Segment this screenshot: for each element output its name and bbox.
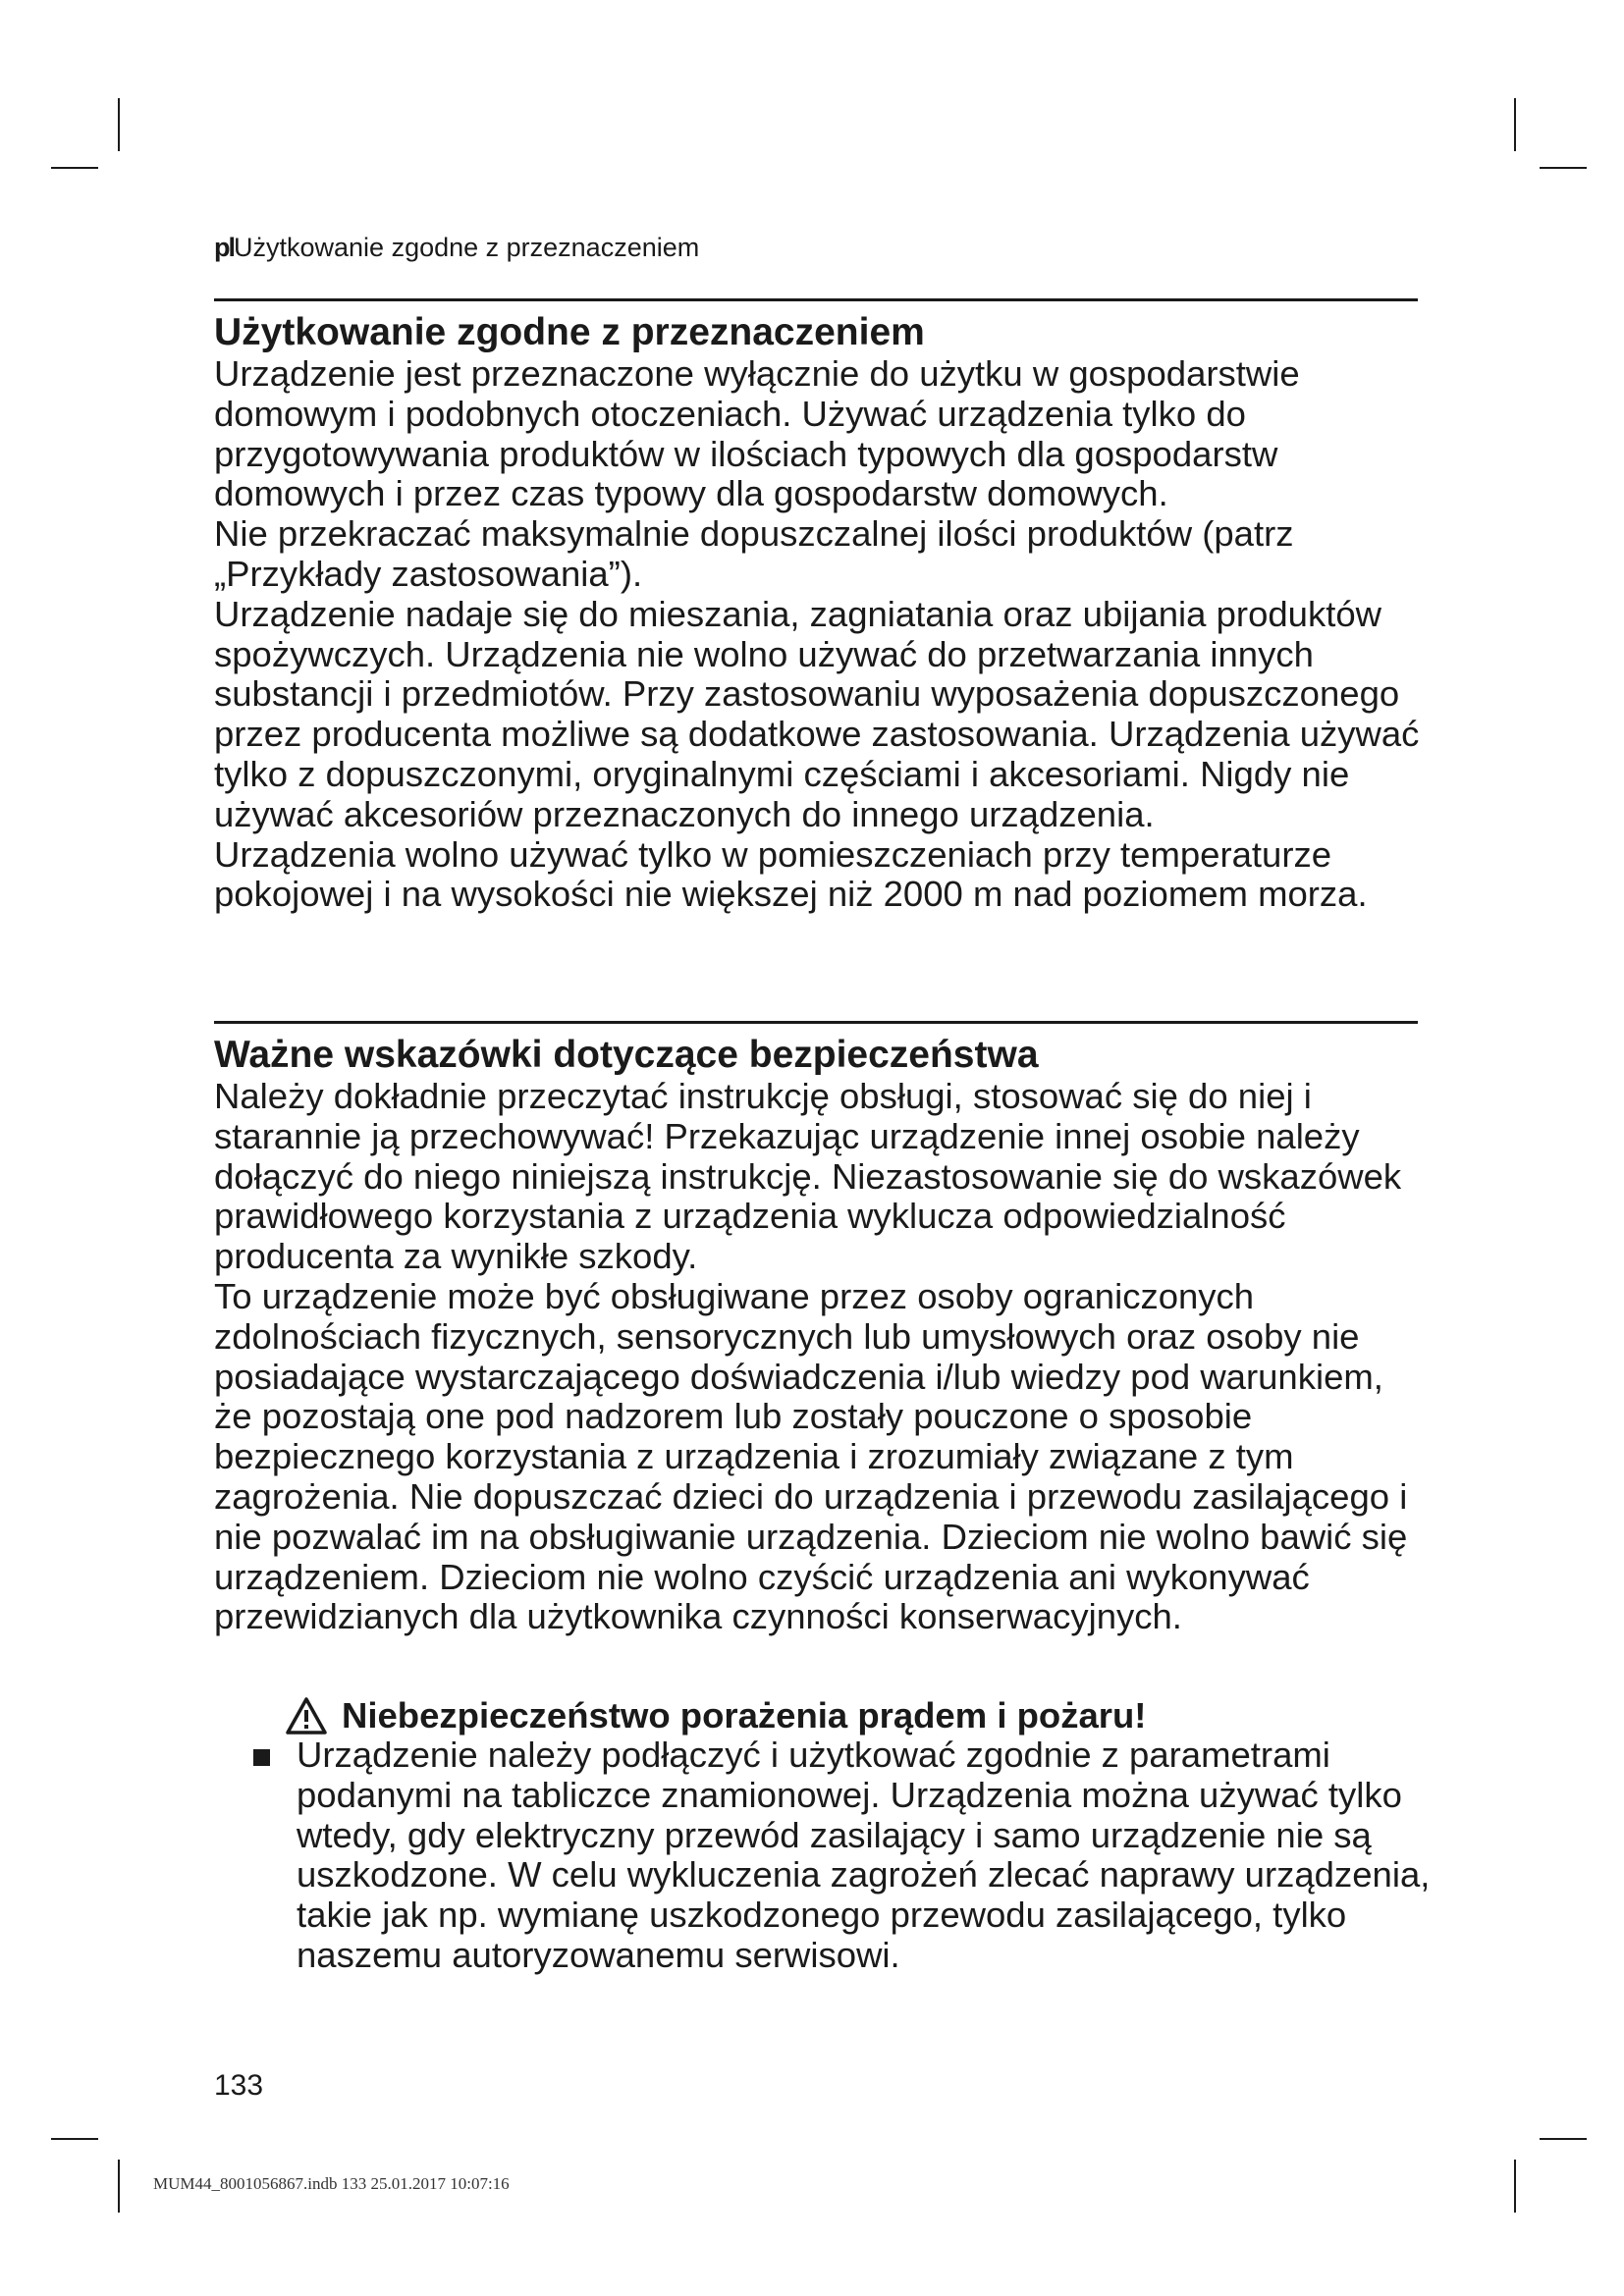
section-heading: Ważne wskazówki dotyczące bezpieczeństwa	[214, 1034, 1039, 1076]
paragraph: Nie przekraczać maksymalnie dopuszczalnej ilości produktów (patrz „Przykłady zastosowania”).	[214, 513, 1294, 594]
warning-heading	[285, 1695, 1146, 1736]
paragraph: Urządzenie jest przeznaczone wyłącznie do użytku w gospodarstwie domowym i podobnych otoczeniach. Używać urządzenia tylko do przygotowywania produktów w ilościach typowych dla gospodarstw domowych i przez czas typowy dla gospodarstw domowych.	[214, 353, 1300, 514]
page-number: 133	[214, 2069, 264, 2102]
section-intended-use	[214, 311, 1422, 915]
language-code: pl	[214, 233, 234, 262]
section-divider	[214, 1021, 1418, 1024]
crop-mark	[51, 167, 98, 169]
warning-triangle-icon	[285, 1696, 328, 1735]
section-safety	[214, 1034, 1422, 1637]
crop-mark	[118, 98, 120, 151]
bullet-text: Urządzenie należy podłączyć i użytkować zgodnie z parametrami podanymi na tabliczce znamionowej. Urządzenia można używać tylko wtedy, gdy elektryczny przewód zasilający i samo urządzenie nie są uszkodzone. W celu wykluczenia zagrożeń zlecać naprawy urządzenia, takie jak np. wymianę uszkodzonego przewodu zasilającego, tylko naszemu autoryzowanemu serwisowi.	[297, 1735, 1431, 1975]
section-divider	[214, 298, 1418, 301]
crop-mark	[1540, 167, 1587, 169]
crop-mark	[1514, 2160, 1516, 2213]
list-item	[253, 1735, 1451, 1976]
bullet-square-icon	[253, 1749, 270, 1766]
running-title: Użytkowanie zgodne z przeznaczeniem	[234, 233, 700, 262]
paragraph: Należy dokładnie przeczytać instrukcję obsługi, stosować się do niej i starannie ją przechowywać! Przekazując urządzenie innej osobie należy dołączyć do niego niniejszą instrukcję. Niezastosowanie się do wskazówek prawidłowego korzystania z urządzenia wyklucza odpowiedzialność producenta za wynikłe szkody.	[214, 1076, 1402, 1277]
paragraph: To urządzenie może być obsługiwane przez osoby ograniczonych zdolnościach fizycznych, sensorycznych lub umysłowych oraz osoby nie posiadające wystarczającego doświadczenia i/lub wiedzy pod warunkiem, że pozostają one pod nadzorem lub zostały pouczone o sposobie bezpiecznego korzystania z urządzenia i zrozumiały związane z tym zagrożenia. Nie dopuszczać dzieci do urządzenia i przewodu zasilającego i nie pozwalać im na obsługiwanie urządzenia. Dzieciom nie wolno bawić się urządzeniem. Dzieciom nie wolno czyścić urządzenia ani wykonywać przewidzianych dla użytkownika czynności konserwacyjnych.	[214, 1275, 1408, 1637]
warning-title: Niebezpieczeństwo porażenia prądem i pożaru!	[342, 1695, 1147, 1735]
crop-mark	[1540, 2138, 1587, 2140]
section-heading: Użytkowanie zgodne z przeznaczeniem	[214, 311, 925, 353]
crop-mark	[118, 2160, 120, 2213]
running-header	[214, 232, 699, 263]
print-imprint: MUM44_8001056867.indb 133 25.01.2017 10:07:16	[153, 2174, 510, 2193]
crop-mark	[51, 2138, 98, 2140]
crop-mark	[1514, 98, 1516, 151]
paragraph: Urządzenia wolno używać tylko w pomieszczeniach przy temperaturze pokojowej i na wysokości nie większej niż 2000 m nad poziomem morza.	[214, 833, 1368, 915]
paragraph: Urządzenie nadaje się do mieszania, zagniatania oraz ubijania produktów spożywczych. Urządzenia nie wolno używać do przetwarzania innych substancji i przedmiotów. Przy zastosowaniu wyposażenia dopuszczonego przez producenta możliwe są dodatkowe zastosowania. Urządzenia używać tylko z dopuszczonymi, oryginalnymi częściami i akcesoriami. Nigdy nie używać akcesoriów przeznaczonych do innego urządzenia.	[214, 593, 1420, 834]
